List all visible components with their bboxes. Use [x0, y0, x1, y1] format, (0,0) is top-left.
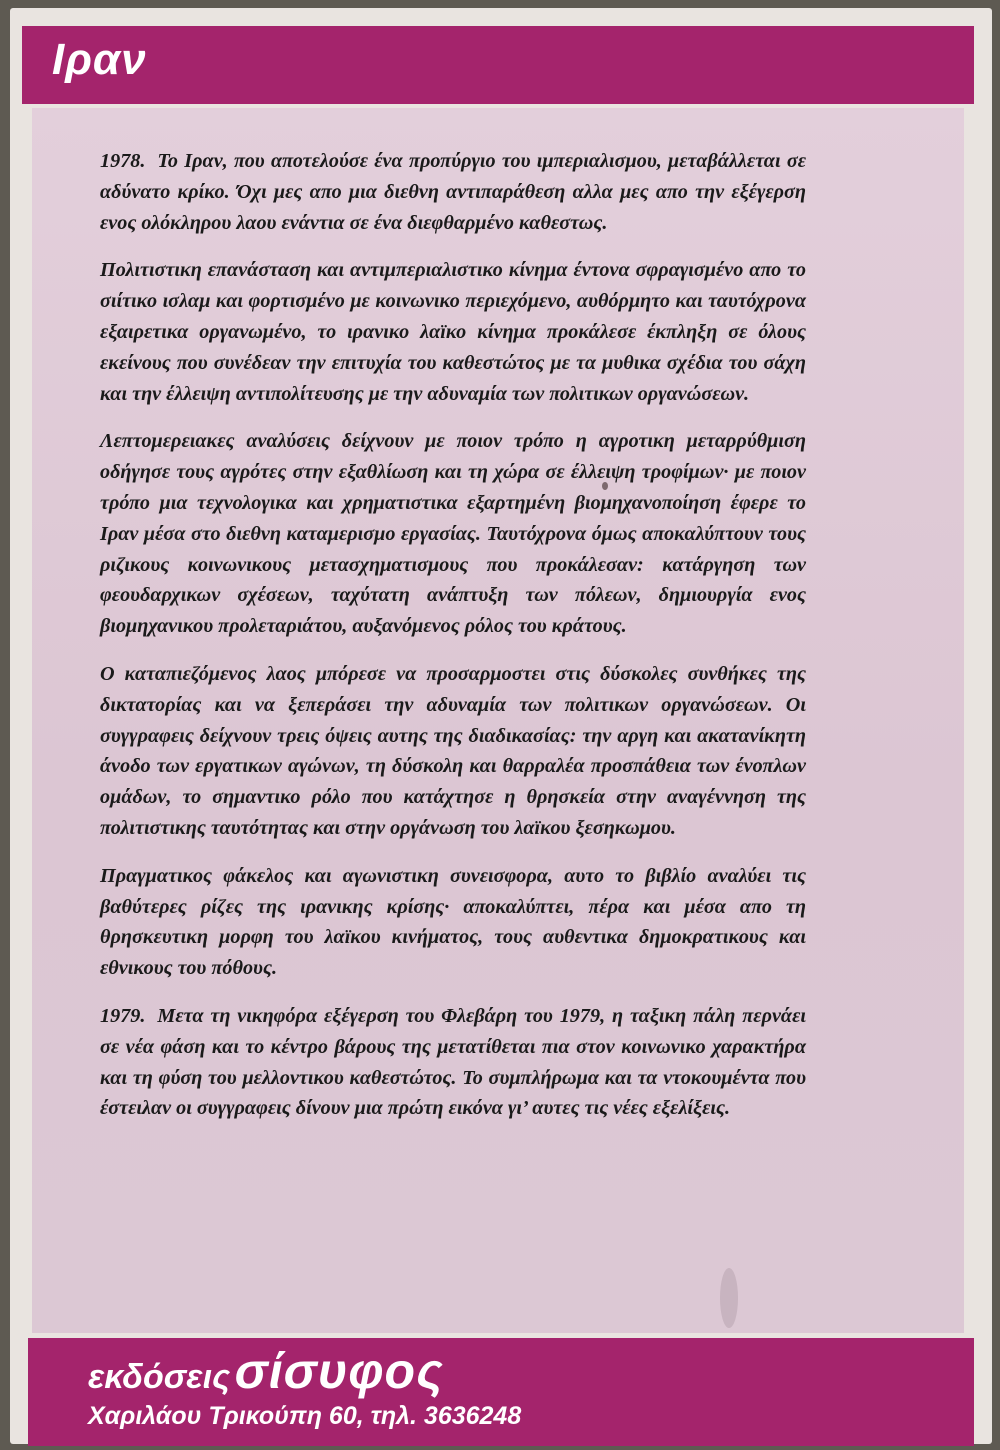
paragraph-text: Λεπτομερειακες αναλύσεις δείχνουν με ποιον τρόπο η αγροτικη μεταρρύθμιση οδήγησε τους αγρότες στην εξαθλίωση και τη χώρα σε έλλειψη τροφίμων· με ποιον τρόπο μια τεχνολογικα και χρηματιστικα εξαρτημένη βιομηχανοποίηση έφερε το Ιραν μέσα στο διεθνη καταμερισμο εργασίας. Ταυτόχρονα όμως αποκαλύπτουν τους ριζικους κοινωνικους μετασχηματισμους που προκάλεσαν: κατάργηση των φεουδαρχικων σχέσεων, ταχύτατη ανάπτυξη των πόλεων, δημιουργία ενος βιομηχανικου προλεταριάτου, αυξανόμενος ρόλος του κράτους. — [100, 430, 806, 638]
paragraph-cultural-revolution — [100, 255, 806, 409]
publisher-brand: σίσυφος — [234, 1343, 444, 1399]
stain-mark — [720, 1268, 738, 1328]
publisher-address: Χαριλάου Τρικούπη 60, τηλ. 3636248 — [88, 1402, 522, 1430]
paragraph-text: Ο καταπιεζόμενος λαος μπόρεσε να προσαρμοστει στις δύσκολες συνθήκες της δικτατορίας και να ξεπεράσει την αδυναμία των πολιτικων οργανώσεων. Οι συγγραφεις δείχνουν τρεις όψεις αυτης της διαδικασίας: την αργη και ακατανίκητη άνοδο των εργατικων αγώνων, τη δύσκολη και θαρραλέα προσπάθεια των ένοπλων ομάδων, το σημαντικο ρόλο που κατάχτησε η θρησκεία στην αναγέννηση της πολιτιστικης ταυτότητας και στην οργάνωση του λαϊκου ξεσηκωμου. — [100, 662, 806, 839]
paragraph-1979 — [100, 1001, 806, 1124]
year-label: 1979. — [100, 1004, 146, 1027]
publisher-prefix: εκδόσεις — [88, 1358, 231, 1396]
paragraph-text: Πραγματικος φάκελος και αγωνιστικη συνεισφορα, αυτο το βιβλίο αναλύει τις βαθύτερες ρίζες της ιρανικης κρίσης· αποκαλύπτει, πέρα και μέσα απο τη θρησκευτικη μορφη του λαϊκου κινήματος, τους αυθεντικα δημοκρατικους και εθνικους του πόθους. — [100, 864, 806, 980]
paragraph-1978 — [100, 146, 806, 238]
blurb-text — [100, 146, 806, 1141]
year-label: 1978. — [100, 150, 146, 172]
paragraph-text: Πολιτιστικη επανάσταση και αντιμπεριαλιστικο κίνημα έντονα σφραγισμένο απο το σιίτικο ισλαμ και φορτισμένο με κοινωνικο περιεχόμενο, αυθόρμητο και ταυτόχρονα εξαιρετικα οργανωμένο, το ιρανικο λαϊκο κίνημα προκάλεσε έκπληξη σε όλους εκείνους που συνέδεαν την επιτυχία του καθεστώτος με τα μυθικα σχέδια του σάχη και την έλλειψη αντιπολίτευσης με την αδυναμία των πολιτικων οργανώσεων. — [100, 259, 806, 405]
paragraph-analyses — [100, 426, 806, 642]
paragraph-text: Μετα τη νικηφόρα εξέγερση του Φλεβάρη του 1979, η ταξικη πάλη περνάει σε νέα φάση και το κέντρο βάρους της μετατίθεται πια στον κοινωνικο χαρακτήρα και τη φύση του μελλοντικου καθεστώτος. Το συμπλήρωμα και τα ντοκουμέντα που έστειλαν οι συγγραφεις δίνουν μια πρώτη εικόνα γι’ αυτες τις νέες εξελίξεις. — [100, 1004, 806, 1120]
publisher-name — [88, 1342, 444, 1400]
paragraph-text: Το Ιραν, που αποτελούσε ένα προπύργιο του ιμπεριαλισμου, μεταβάλλεται σε αδύνατο κρίκο. Όχι μες απο μια διεθνη αντιπαράθεση αλλα μες απο την εξέγερση ενος ολόκληρου λαου ενάντια σε ένα διεφθαρμένο καθεστως. — [100, 150, 806, 234]
header-band — [22, 26, 974, 104]
paragraph-real-file — [100, 861, 806, 984]
book-title: Ιραν — [52, 35, 147, 84]
paragraph-oppressed-people — [100, 659, 806, 844]
